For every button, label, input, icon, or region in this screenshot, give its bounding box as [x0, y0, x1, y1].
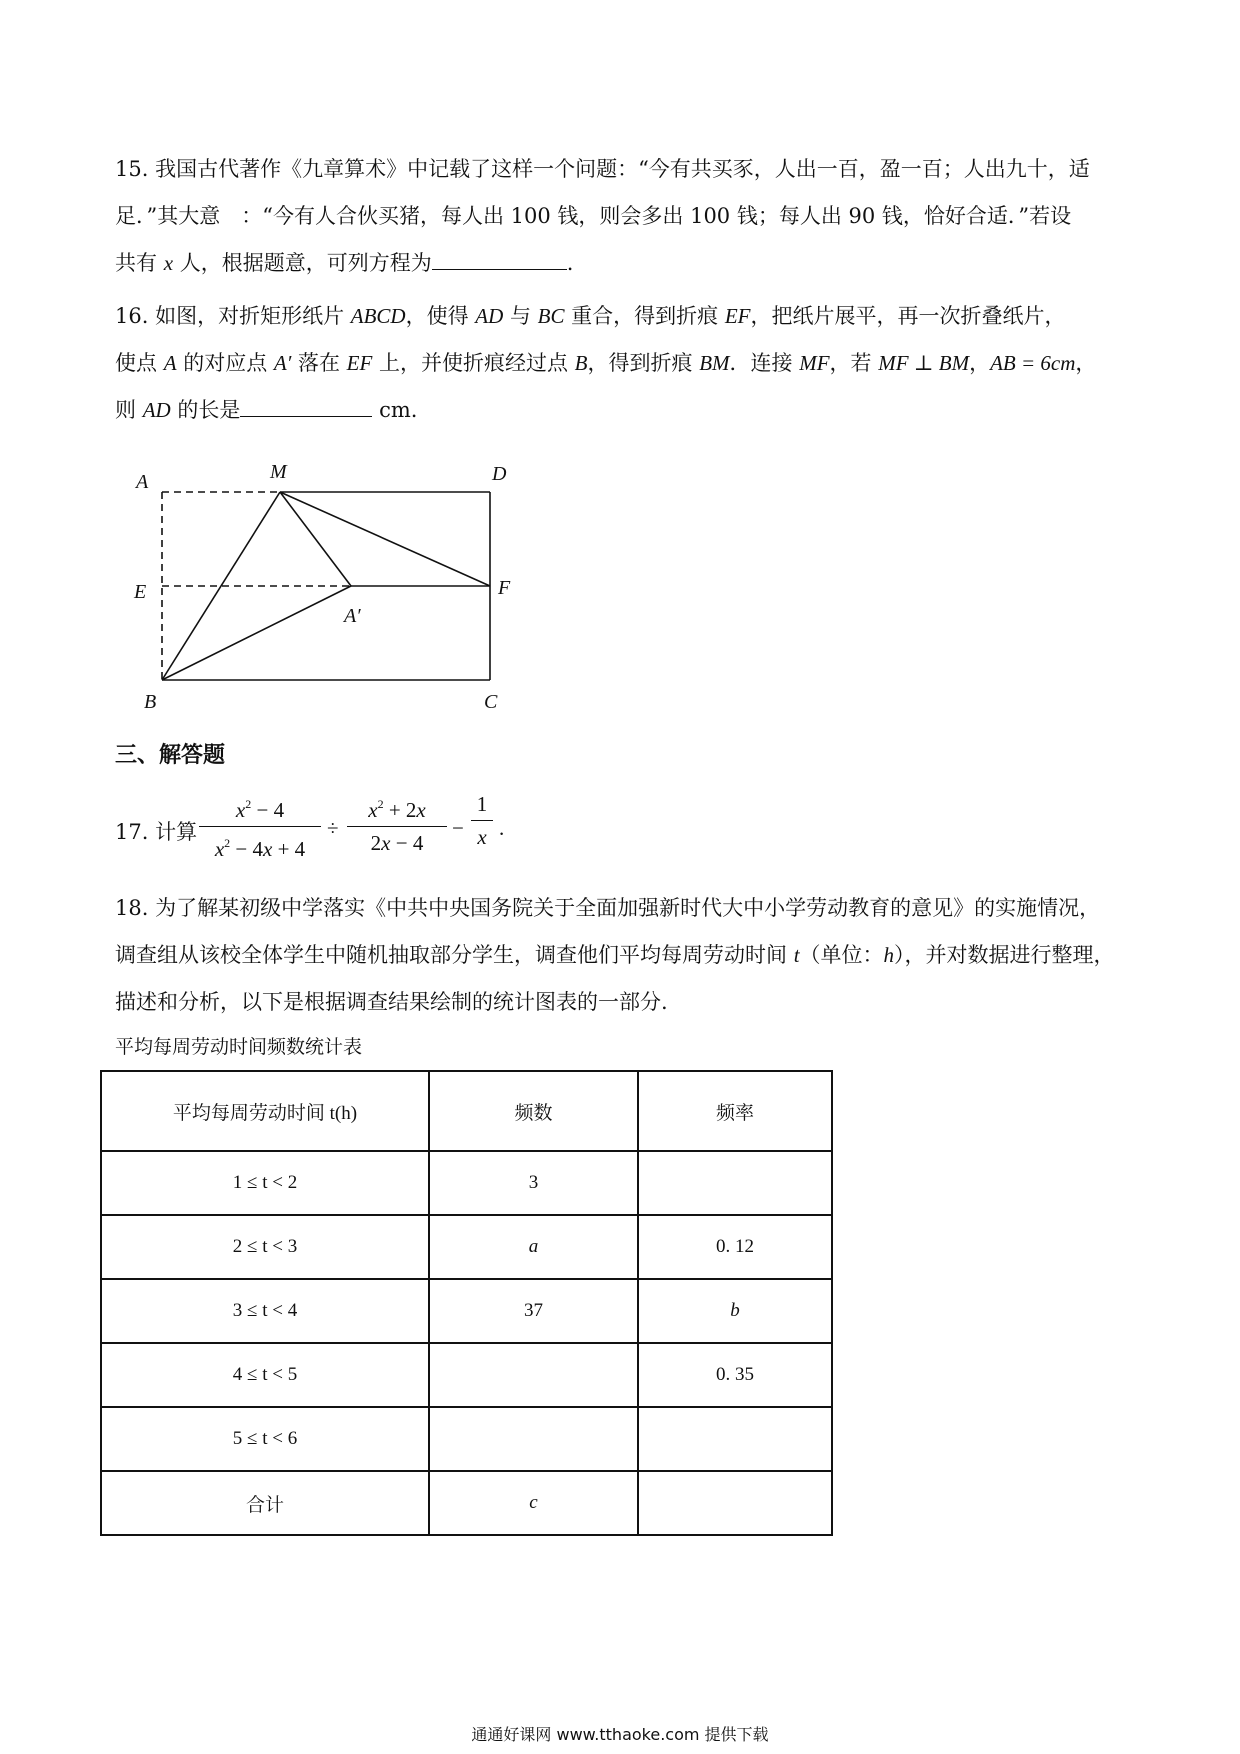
question-15	[115, 146, 1130, 287]
q16-text: ，	[1075, 351, 1097, 375]
q18-text: ），并对数据进行整理，	[894, 943, 1115, 967]
q16-math: BM	[699, 351, 730, 375]
q18-text: 调查组从该校全体学生中随机抽取部分学生，调查他们平均每周劳动时间	[115, 943, 794, 967]
q16-text: 重合，得到折痕	[564, 304, 725, 328]
q16-text: ，得到折痕	[587, 351, 700, 375]
q17-fraction-1-numerator: $x^2 - 4$	[235, 797, 285, 822]
q15-line-1: 15. 我国古代著作《九章算术》中记载了这样一个问题：“今有共买豕，人出一百，盈一百；人出九十，适	[115, 157, 1090, 181]
q16-text: 16. 如图，对折矩形纸片	[115, 304, 351, 328]
table-row	[101, 1151, 832, 1215]
q16-math: EF	[346, 351, 373, 375]
q17-fraction-1	[199, 790, 321, 863]
q16-line-2	[115, 340, 1130, 387]
q16-math: AD	[142, 398, 171, 422]
table-header-cell: 平均每周劳动时间 t(h)	[101, 1071, 429, 1151]
q17-fraction-3-denominator: x	[477, 825, 487, 849]
q16-text: ，	[969, 351, 991, 375]
q16-unit: cm	[379, 398, 411, 422]
q16-math: B	[574, 351, 588, 375]
q16-line-3	[115, 387, 1130, 434]
q16-math: A	[163, 351, 177, 375]
q15-period: .	[566, 251, 574, 275]
q17-fraction-1-denominator: $x^2 - 4x + 4$	[214, 836, 306, 861]
table-row	[101, 1407, 832, 1471]
q16-text: 上，并使折痕经过点	[372, 351, 575, 375]
q16-text: 的长是	[170, 398, 241, 422]
q16-text: ，若	[829, 351, 879, 375]
point-label-f: F	[498, 577, 511, 599]
q16-condition: AB = 6cm	[990, 351, 1076, 375]
table-row	[101, 1343, 832, 1407]
q15-answer-blank[interactable]	[432, 247, 567, 270]
table-cell-frequency	[429, 1407, 638, 1471]
table-header-cell: 频率	[638, 1071, 832, 1151]
table-cell-interval: 1 ≤ t < 2	[101, 1151, 429, 1215]
q16-text: 落在	[291, 351, 347, 375]
q16-condition: MF ⊥ BM	[878, 351, 970, 375]
q17-period: .	[499, 816, 505, 840]
table-header-row	[101, 1071, 832, 1151]
table-cell-frequency: 3	[429, 1151, 638, 1215]
q16-answer-blank[interactable]	[240, 394, 372, 417]
q16-text: 使点	[115, 351, 164, 375]
table-title: 平均每周劳动时间频数统计表	[115, 1036, 363, 1058]
table-cell-total-label: 合计	[101, 1471, 429, 1535]
q16-line-1	[115, 293, 1130, 340]
table-cell-rate: 0. 12	[638, 1215, 832, 1279]
point-label-d: D	[492, 463, 507, 485]
q16-math: MF	[799, 351, 830, 375]
q17-minus-sign: −	[452, 816, 464, 840]
table-cell-rate	[638, 1471, 832, 1535]
q18-line-2	[115, 932, 1130, 979]
table-cell-frequency: c	[429, 1471, 638, 1535]
table-row	[101, 1279, 832, 1343]
q16-period: .	[410, 398, 418, 422]
table-row-total	[101, 1471, 832, 1535]
fraction-bar	[347, 826, 447, 827]
q18-unit-h: h	[883, 943, 895, 967]
q15-text: 共有	[115, 251, 164, 275]
table-row	[101, 1215, 832, 1279]
section-heading: 三、解答题	[115, 743, 226, 768]
table-cell-interval: 3 ≤ t < 4	[101, 1279, 429, 1343]
point-label-b: B	[144, 691, 157, 713]
q16-text: ，使得	[405, 304, 476, 328]
q18-text: （单位：	[799, 943, 884, 967]
fraction-bar	[199, 826, 321, 827]
q16-math: ABCD	[350, 304, 406, 328]
q16-math: A′	[273, 351, 292, 375]
q15-text: 人，根据题意，可列方程为	[173, 251, 432, 275]
q15-line-3	[115, 240, 1130, 287]
q15-line-2: 足．”其大意 ：“今有人合伙买猪，每人出 100 钱，则会多出 100 钱；每人出 90 钱，恰好合适．”若设	[115, 204, 1072, 228]
question-16	[115, 293, 1130, 434]
folding-rectangle-figure	[120, 452, 540, 720]
segment-b-a-prime	[162, 586, 351, 680]
q16-math: BC	[537, 304, 565, 328]
q16-math: EF	[724, 304, 751, 328]
table-cell-frequency	[429, 1343, 638, 1407]
page-footer: 通通好课网 www.tthaoke.com 提供下载	[471, 1725, 769, 1744]
q17-divide-sign: ÷	[327, 816, 339, 840]
q17-fraction-3-numerator: 1	[476, 792, 488, 816]
q16-text: 则	[115, 398, 143, 422]
table-cell-interval: 5 ≤ t < 6	[101, 1407, 429, 1471]
point-label-a: A	[136, 471, 149, 493]
table-cell-frequency: a	[429, 1215, 638, 1279]
q16-text: 与	[503, 304, 538, 328]
q18-line-3: 描述和分析，以下是根据调查结果绘制的统计图表的一部分.	[115, 990, 668, 1014]
q18-line-1: 18. 为了解某初级中学落实《中共中央国务院关于全面加强新时代大中小学劳动教育的意见》的实施情况，	[115, 896, 1101, 920]
question-18	[115, 885, 1130, 1026]
q16-math: AD	[475, 304, 504, 328]
segment-mf	[280, 492, 490, 586]
table-cell-rate: b	[638, 1279, 832, 1343]
q17-fraction-2-denominator: 2x − 4	[370, 831, 424, 855]
table-cell-rate: 0. 35	[638, 1343, 832, 1407]
q16-text: 的对应点	[176, 351, 274, 375]
segment-m-a-prime	[280, 492, 351, 586]
q17-prefix: 17. 计算	[115, 820, 198, 844]
q17-fraction-2-numerator: $x^2 + 2x$	[368, 797, 426, 822]
q15-variable-x: x	[163, 251, 174, 275]
q16-text: ，把纸片展平，再一次折叠纸片，	[750, 304, 1066, 328]
table-cell-rate	[638, 1151, 832, 1215]
point-label-e: E	[134, 581, 147, 603]
table-cell-interval: 4 ≤ t < 5	[101, 1343, 429, 1407]
q18-variable-t: t	[793, 943, 800, 967]
table-cell-interval: 2 ≤ t < 3	[101, 1215, 429, 1279]
table-cell-frequency: 37	[429, 1279, 638, 1343]
q16-text: ．连接	[729, 351, 800, 375]
table-cell-rate	[638, 1407, 832, 1471]
q17-fraction-3	[471, 790, 493, 851]
frequency-table	[100, 1070, 833, 1536]
fraction-bar	[471, 820, 493, 821]
q17-fraction-2	[347, 790, 447, 857]
point-label-c: C	[484, 691, 498, 713]
point-label-a-prime: A′	[344, 605, 361, 627]
point-label-m: M	[270, 461, 287, 483]
table-header-cell: 频数	[429, 1071, 638, 1151]
